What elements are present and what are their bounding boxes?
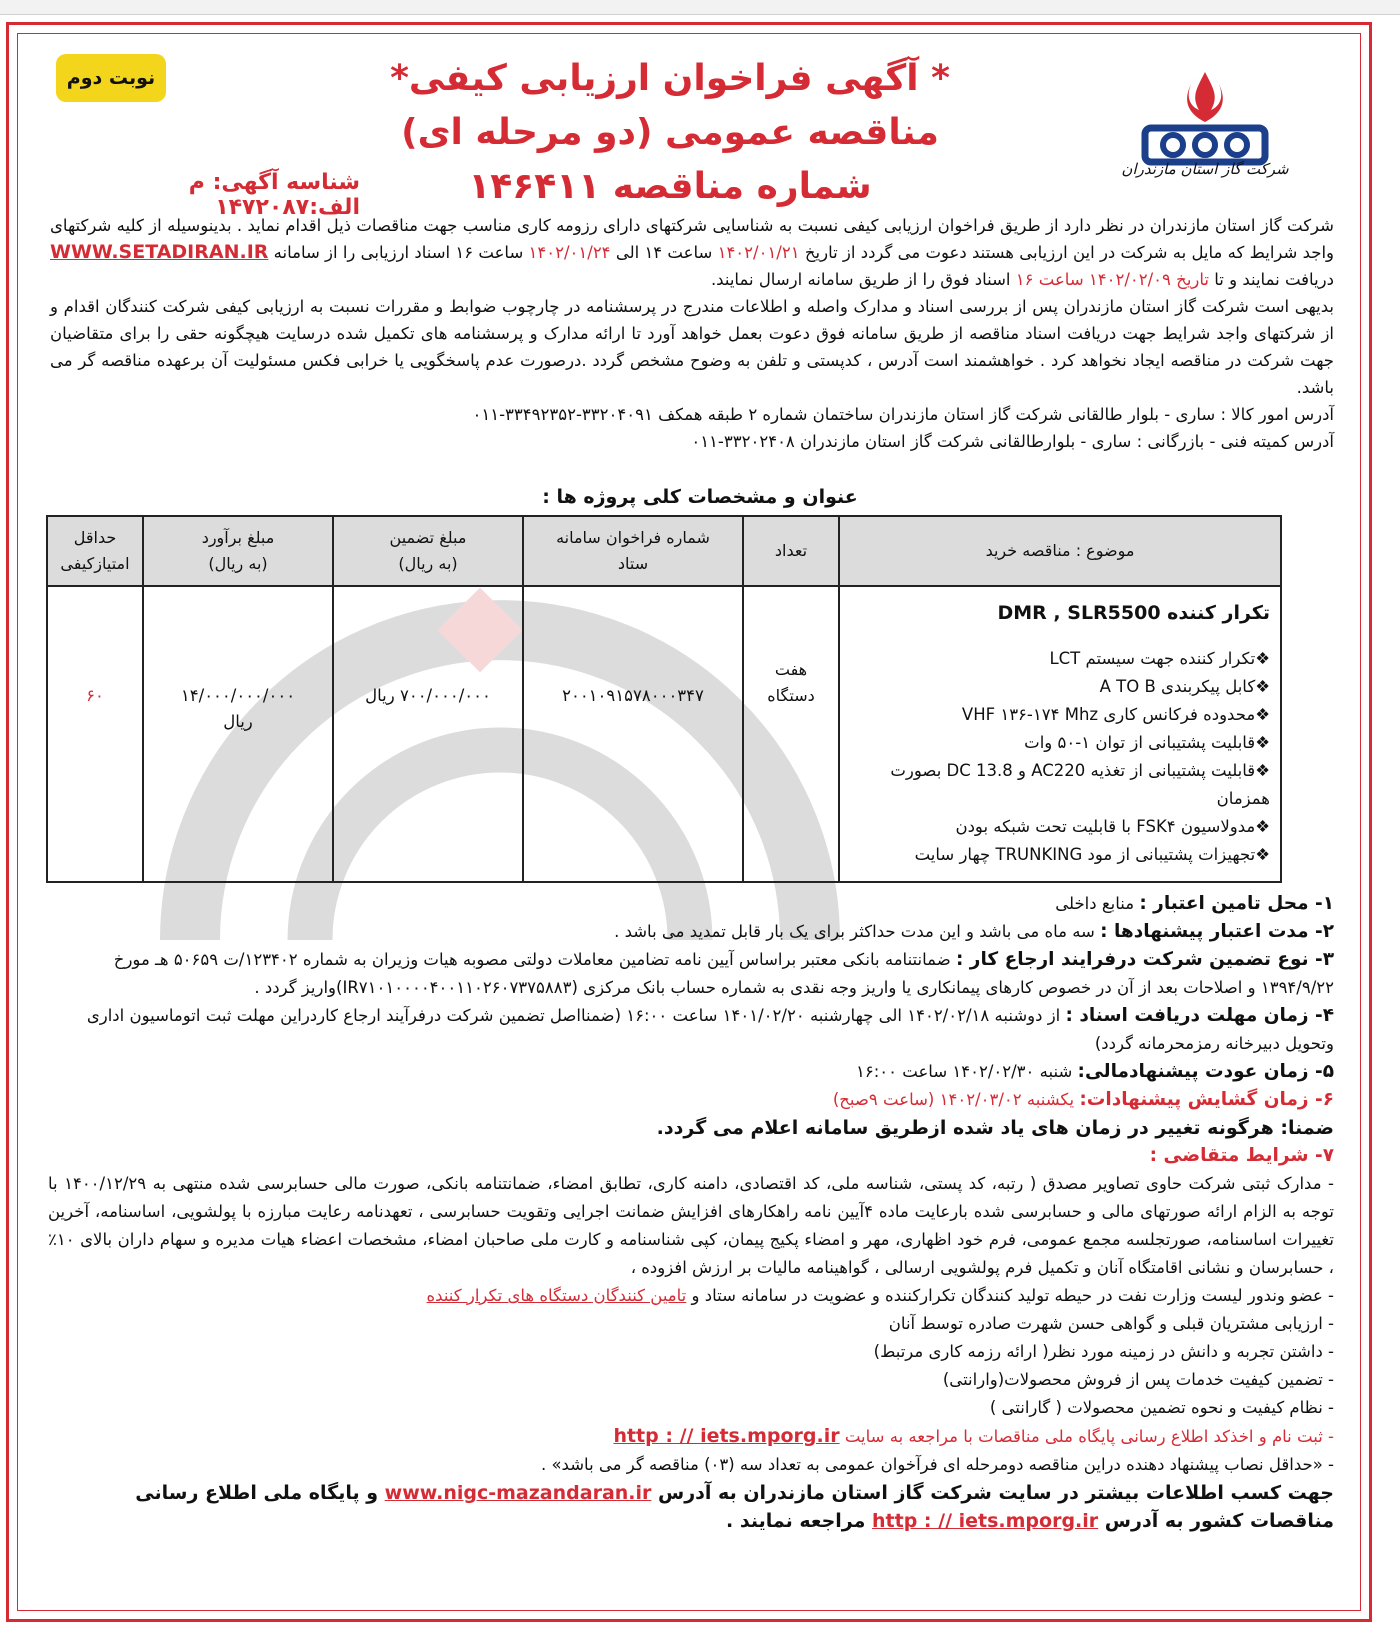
spec-item: ❖ قابلیت پشتیبانی از تغذیه AC220 و DC 13.8 بصورت همزمان [848,757,1270,813]
intro-paragraph-2: بدیهی است شرکت گاز استان مازندران پس از بررسی اسناد و مدارک واصله و اطلاعات مندرج در پرسشنامه در چارچوب ضوابط و مقررات نسبت به ارزیابی کیفی شرکت کنندگان اقدام و از شرکتهای واجد شرایط جهت دریافت اسناد مناقصه از طریق سامانه فوق دعوت بعمل خواهد آورد تا ارائه مدارک و پرسشنامه های تکمیل شده درسایت هیچگونه حقی را برای متقاضیان جهت شرکت در مناقصه ایجاد نخواهد کرد . خواهشمند است آدرس ، کدپستی و تلفن به وضوح مشخص گردد .درصورت عدم پاسخگویی یا خرابی فکس مسئولیت آن برعهده مناقصه گر می باشد. [50,297,1334,397]
intro-text [50,212,1334,455]
table-row [47,586,1281,882]
col-guarantee: مبلغ تضمین (به ریال) [333,516,523,586]
change-notice: ضمنا: هرگونه تغییر در زمان های یاد شده ازطریق سامانه اعلام می گردد. [656,1117,1334,1139]
second-round-badge: نوبت دوم [56,54,166,102]
col-min-score: حداقل امتیازکیفی [47,516,143,586]
section-1: ۱- محل تامین اعتبار : منابع داخلی [1055,893,1334,914]
condition-item: - «حداقل نصاب پیشنهاد دهنده دراین مناقصه دومرحله ای فرآخوان عمومی به تعداد سه (۰۳) مناقصه گر می باشد» . [540,1455,1334,1474]
tender-number: شماره مناقصه ۱۴۶۴۱۱ [468,166,872,207]
spec-item: ❖ کابل پیکربندی A TO B [848,673,1270,701]
subject-cell [839,586,1281,882]
item-title: تکرار کننده DMR , SLR5500 [997,602,1270,624]
condition-item: - ثبت نام و اخذکد اطلاع رسانی پایگاه ملی مناقصات با مراجعه به سایت http : // iets.mporg.ir [613,1425,1334,1447]
col-count: تعداد [743,516,839,586]
conditions-section [48,890,1334,1535]
spec-item: ❖ تجهیزات پشتیبانی از مود TRUNKING چهار سایت [848,841,1270,869]
top-strip [0,0,1400,15]
setadiran-link[interactable]: WWW.SETADIRAN.IR [50,241,269,263]
nigc-link[interactable]: www.nigc-mazandaran.ir [384,1482,652,1504]
ad-subtitle: مناقصه عمومی (دو مرحله ای) [401,112,939,153]
condition-item: - داشتن تجربه و دانش در زمینه مورد نظر( ارائه رزمه کاری مرتبط) [873,1342,1334,1361]
iets-link[interactable]: http : // iets.mporg.ir [613,1425,840,1447]
final-note: جهت کسب اطلاعات بیشتر در سایت شرکت گاز استان مازندران به آدرس www.nigc-mazandaran.ir و پایگاه ملی اطلاع رسانی مناقصات کشور به آدرس http : // iets.mporg.ir مراجعه نمایند . [135,1482,1334,1532]
section-5: ۵- زمان عودت پیشنهادمالی: شنبه ۱۴۰۲/۰۲/۳۰ ساعت ۱۶:۰۰ [855,1061,1334,1082]
estimate-cell: ۱۴/۰۰۰/۰۰۰/۰۰۰ ریال [143,586,333,882]
ad-title: * آگهی فراخوان ارزیابی کیفی* [390,58,950,99]
min-score-cell: ۶۰ [47,586,143,882]
section-7: ۷- شرایط متقاضی : [1149,1145,1334,1166]
intro-paragraph-1: شرکت گاز استان مازندران در نظر دارد از طریق فراخوان ارزیابی کیفی نسبت به شناسایی شرکتهای دارای رزومه کاری مناسب جهت مناقصات ذیل اقدام نماید . بدینوسیله از کلیه شرکتهای واجد شرایط که مایل به شرکت در این ارزیابی هستند دعوت می گردد از تاریخ ۱۴۰۲/۰۱/۲۱ ساعت ۱۴ الی ۱۴۰۲/۰۱/۲۴ ساعت ۱۶ اسناد ارزیابی را از سامانه WWW.SETADIRAN.IR دریافت نمایند و تا تاریخ ۱۴۰۲/۰۲/۰۹ ساعت ۱۶ اسناد فوق را از طریق سامانه ارسال نمایند. [50,216,1335,289]
condition-item: - نظام کیفیت و نحوه تضمین محصولات ( گارانتی ) [989,1398,1334,1417]
ad-id: شناسه آگهی: م الف:۱۴۷۲۰۸۷ [188,170,360,220]
address-goods: آدرس امور کالا : ساری - بلوار طالقانی شرکت گاز استان مازندران ساختمان شماره ۲ طبقه همکف ۳۳۲۰۴۰۹۱-۳۳۴۹۲۳۵۲-۰۱۱ [472,405,1334,424]
projects-table [46,515,1282,883]
spec-item: ❖ محدوده فرکانس کاری VHF ۱۳۶-۱۷۴ Mhz [848,701,1270,729]
condition-item: - عضو وندور لیست وزارت نفت در حیطه تولید کنندگان تکرارکننده و عضویت در سامانه ستاد و تامین کنندگان دستگاه های تکرار کننده [426,1286,1334,1305]
col-subject: موضوع : مناقصه خرید [839,516,1281,586]
section-2: ۲- مدت اعتبار پیشنهادها : سه ماه می باشد و این مدت حداکثر برای یک بار قابل تمدید می باشد . [614,921,1334,942]
spec-item: ❖ تکرار کننده جهت سیستم LCT [848,645,1270,673]
spec-item: ❖ مدولاسیون FSK۴ با قابلیت تحت شبکه بودن [848,813,1270,841]
section-6: ۶- زمان گشایش پیشنهادات: یکشنبه ۱۴۰۲/۰۳/۰۲ (ساعت ۹صبح) [832,1089,1334,1110]
col-call-number: شماره فراخوان سامانه ستاد [523,516,743,586]
condition-item: - ارزیابی مشتریان قبلی و گواهی حسن شهرت صادره توسط آنان [888,1314,1334,1333]
count-cell: هفت دستگاه [743,586,839,882]
condition-item: - تضمین کیفیت خدمات پس از فروش محصولات(وارانتی) [942,1370,1334,1389]
condition-item: - مدارک ثبتی شرکت حاوی تصاویر مصدق ( رتبه، کد پستی، شناسه ملی، کد اقتصادی، دامنه کاری، تطابق امضاء، ضمانتنامه بانکی، صورت مالی حسابرسی شده منتهی به ۱۴۰۰/۱۲/۲۹ با توجه به الزام ارائه صورتهای مالی و حسابرسی شده بارعایت ماده ۴آیین نامه راهکارهای افزایش ضمانت اجرایی وتقویت حسابرسی ، تعهدنامه رعایت مبارزه با پولشویی، اساسنامه، آخرین تغییرات اساسنامه، صورتجلسه مجمع عمومی، فرم خود اظهاری، مهر و امضاء پکیج پیمان، کپی شناسنامه و کارت ملی صاحبان امضاء، مشخصات اعضاء هیات مدیره و سهام داران بالای ۱۰٪ ، حسابرسان و نشانی اقامتگاه آنان و تکمیل فرم پولشویی ارسالی ، گواهینامه مالیات بر ارزش افزوده ، [48,1174,1335,1277]
spec-list [848,645,1270,869]
projects-heading: عنوان و مشخصات کلی پروژه ها : [542,486,858,508]
col-estimate: مبلغ برآورد (به ریال) [143,516,333,586]
section-4: ۴- زمان مهلت دریافت اسناد : از دوشنبه ۱۴۰۲/۰۲/۱۸ الی چهارشنبه ۱۴۰۱/۰۲/۲۰ ساعت ۱۶:۰۰ (ضمنااصل تضمین شرکت درفرآیند ارجاع کاردراین مهلت ثبت اتوماسیون اداری وتحویل دبیرخانه رمزمحرمانه گردد) [86,1005,1334,1053]
spec-item: ❖ قابلیت پشتیبانی از توان ۱-۵۰ وات [848,729,1270,757]
address-committee: آدرس کمیته فنی - بازرگانی : ساری - بلوارطالقانی شرکت گاز استان مازندران ۳۳۲۰۲۴۰۸-۰۱۱ [691,432,1334,451]
section-3: ۳- نوع تضمین شرکت درفرایند ارجاع کار : ضمانتنامه بانکی معتبر براساس آیین نامه تضامین معاملات دولتی مصوبه هیات وزیران به شماره ۱۲۳۴۰۲/ت ۵۰۶۵۹ هـ مورخ ۱۳۹۴/۹/۲۲ و اصلاحات بعد از آن در خصوص کارهای پیمانکاری یا واریز وجه نقدی به شماره حساب بانک مرکزی (IR۷۱۰۱۰۰۰۰۴۰۰۱۱۰۲۶۰۷۳۷۵۸۸۳)واریز گردد . [113,949,1334,997]
ad-title-block [390,52,950,214]
table-header-row [47,516,1281,586]
call-number-cell: ۲۰۰۱۰۹۱۵۷۸۰۰۰۳۴۷ [523,586,743,882]
company-caption: شرکت گاز استان مازندران [1121,160,1289,178]
iets-link-2[interactable]: http : // iets.mporg.ir [872,1510,1099,1532]
guarantee-cell: ۷۰۰/۰۰۰/۰۰۰ ریال [333,586,523,882]
